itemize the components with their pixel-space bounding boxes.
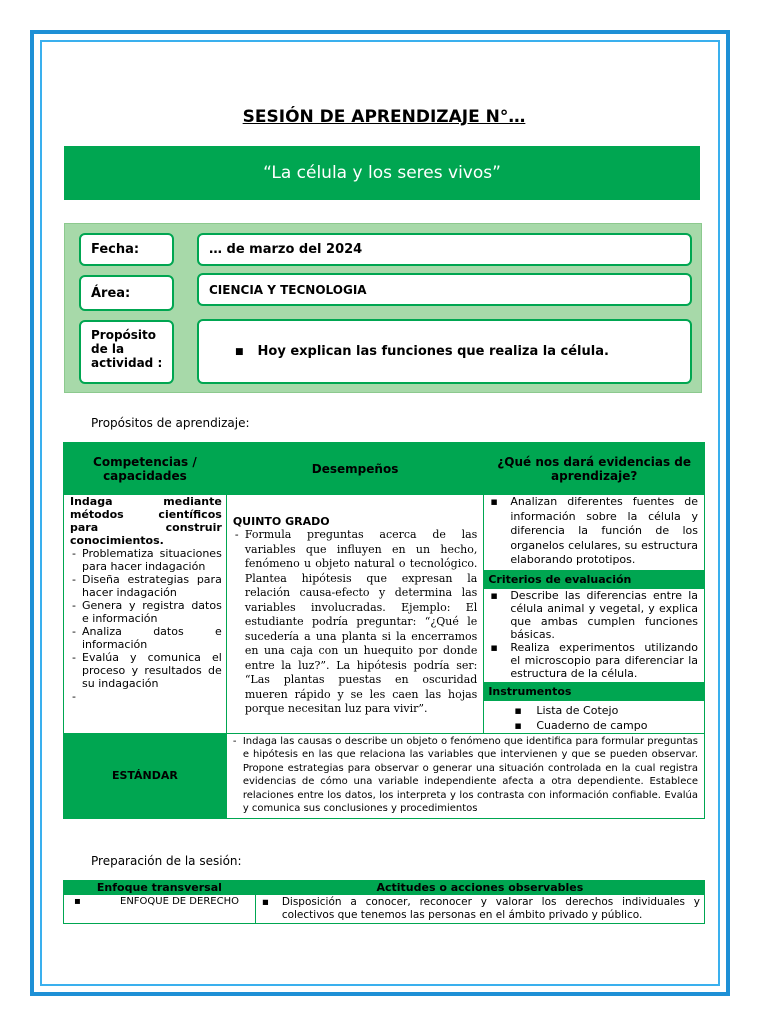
list-item: - Problematiza situaciones para hacer indagación — [70, 547, 222, 573]
list-item: - Evalúa y comunica el proceso y resultados de su indagación — [70, 651, 222, 690]
estandar-label: ESTÁNDAR — [64, 733, 227, 818]
header-enfoque: Enfoque transversal — [64, 881, 256, 895]
capacidades-list — [70, 547, 222, 690]
fecha-value: … de marzo del 2024 — [197, 233, 692, 266]
preparacion-label: Preparación de la sesión: — [91, 854, 242, 868]
header-competencias: Competencias / capacidades — [64, 443, 227, 495]
list-item: - Genera y registra datos e información — [70, 599, 222, 625]
enfoque-value: ENFOQUE DE DERECHO — [120, 896, 239, 907]
proposito-value — [197, 319, 692, 384]
criterios-list — [484, 589, 698, 680]
criterios-cell — [484, 588, 705, 682]
list-item — [68, 896, 251, 907]
info-panel — [64, 223, 702, 393]
area-label: Área: — [79, 275, 174, 311]
evidencia-list — [484, 495, 698, 568]
competencia-title: Indaga mediante métodos científicos para construir conocimientos. — [70, 495, 222, 547]
list-item: - Analiza datos e información — [70, 625, 222, 651]
competencias-table — [63, 442, 705, 819]
criterios-header: Criterios de evaluación — [484, 570, 705, 588]
proposito-text: Hoy explican las funciones que realiza la célula. — [257, 344, 609, 359]
list-item: ▪ Describe las diferencias entre la célula animal y vegetal, y explica que ambas cumplen funciones básicas. — [484, 589, 698, 641]
topic-banner: “La célula y los seres vivos” — [64, 146, 700, 200]
enfoque-table — [63, 880, 705, 924]
list-item: - Diseña estrategias para hacer indagación — [70, 573, 222, 599]
actitud-list — [256, 896, 700, 921]
estandar-list — [231, 735, 698, 816]
list-item: ▪ Disposición a conocer, reconocer y valorar los derechos individuales y colectivos que tenemos las personas en el ámbito privado y público. — [256, 896, 700, 921]
instrumentos-header: Instrumentos — [484, 682, 705, 700]
enfoque-cell — [64, 895, 256, 924]
list-item: ▪ Analizan diferentes fuentes de información sobre la célula y diferencia la función de los organelos celulares, su estructura elaborando prototipos. — [484, 495, 698, 568]
list-item: ▪ Cuaderno de campo — [484, 718, 700, 733]
header-evidencias: ¿Qué nos dará evidencias de aprendizaje? — [484, 443, 705, 495]
competencias-cell — [64, 495, 227, 734]
list-item: ▪ Lista de Cotejo — [484, 703, 700, 718]
header-desempenos: Desempeños — [226, 443, 484, 495]
list-item: - Indaga las causas o describe un objeto o fenómeno que identifica para formular preguntas e hipótesis en las que relaciona las variables que intervienen y que se pueden observar. Propone estrategias para observar o generar una situación controlada en la cual registra evidencias de cómo una variable independiente afecta a otra dependiente. Establece relaciones entre los datos, los interpreta y los contrasta con información confiable. Evalúa y comunica sus conclusiones y procedimientos — [231, 735, 698, 816]
desempeno-list — [233, 528, 478, 717]
header-actitudes: Actitudes o acciones observables — [255, 881, 704, 895]
list-item: ▪ Realiza experimentos utilizando el microscopio para diferenciar la estructura de la célula. — [484, 641, 698, 680]
bullet-icon: ■ — [235, 346, 244, 357]
instrumentos-list — [484, 703, 700, 733]
estandar-cell — [226, 733, 704, 818]
grado-label: QUINTO GRADO — [232, 515, 330, 528]
instrumentos-cell — [484, 700, 705, 733]
evidencia-cell — [484, 495, 705, 571]
area-value: CIENCIA Y TECNOLOGIA — [197, 273, 692, 306]
proposito-label: Propósito de la actividad : — [79, 320, 174, 384]
enfoque-list — [68, 896, 251, 907]
list-item: - Formula preguntas acerca de las variables que influyen en un hecho, fenómeno u objeto natural o tecnológico. Plantea hipótesis que expresan la relación causa-efecto y determina las variables involucradas. Ejemplo: El estudiante podría preguntar: “¿Qué le sucedería a una planta si la encerramos en una caja con un huequito por donde entre la luz?”. La hipótesis podría ser: “Las plantas puestas en oscuridad mueren rápido y se les caen las hojas porque necesitan luz para vivir”. — [233, 528, 478, 717]
propositos-label: Propósitos de aprendizaje: — [91, 416, 250, 430]
actitud-cell — [255, 895, 704, 924]
fecha-label: Fecha: — [79, 233, 174, 266]
desempenos-cell — [226, 495, 484, 734]
session-title: SESIÓN DE APRENDIZAJE N°… — [242, 107, 526, 127]
